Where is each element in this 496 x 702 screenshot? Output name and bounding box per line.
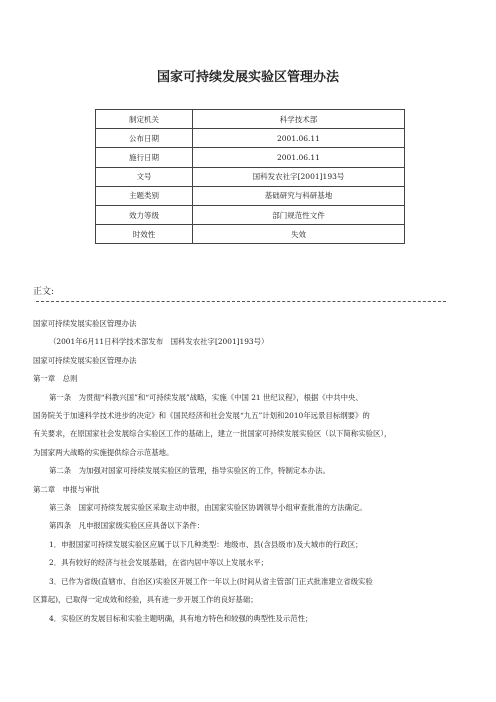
body-line: 为国家两大战略的实施提供综合示范基地。 (33, 447, 174, 457)
body-line: （2001年6月11日科学技术部发布 国科发农社字[2001]193号） (49, 337, 269, 347)
meta-value: 2001.06.11 (193, 129, 405, 148)
meta-key: 施行日期 (96, 148, 193, 167)
table-row (96, 129, 405, 148)
chapter-heading: 第一章 总则 (33, 374, 78, 384)
body-line: 区算起)，已取得一定成效和经验，具有进一步开展工作的良好基础； (33, 595, 258, 605)
body-line: 第四条 凡申报国家级实验区应具备以下条件： (49, 521, 205, 531)
body-line: 有关要求，在原国家社会发展综合实验区工作的基础上，建立一批国家可持续发展实验区（以下简称实验区）， (33, 429, 392, 439)
table-row (96, 225, 405, 244)
metadata-table (95, 109, 405, 244)
meta-value: 国科发农社字[2001]193号 (193, 167, 405, 186)
meta-value: 失效 (193, 225, 405, 244)
meta-key: 制定机关 (96, 110, 193, 129)
document-body (33, 315, 465, 628)
divider (36, 301, 446, 302)
meta-key: 主题类别 (96, 186, 193, 205)
table-row (96, 205, 405, 224)
meta-value: 2001.06.11 (193, 148, 405, 167)
document-title: 国家可持续发展实验区管理办法 (156, 70, 339, 85)
body-line: 国家可持续发展实验区管理办法 (33, 355, 137, 365)
body-line: 4．实验区的发展目标和实验主题明确，具有地方特色和较强的典型性及示范性； (49, 613, 313, 623)
meta-key: 公布日期 (96, 129, 193, 148)
body-line: 第一条 为贯彻“科教兴国”和“可持续发展”战略，实施《中国 21 世纪议程》，根据《中共中央、 (49, 392, 363, 402)
body-line: 国家可持续发展实验区管理办法 (33, 319, 137, 328)
meta-key: 时效性 (96, 225, 193, 244)
meta-key: 文号 (96, 167, 193, 186)
body-line: 2．具有较好的经济与社会发展基础，在省内居中等以上发展水平； (49, 558, 269, 568)
body-line: 第三条 国家可持续发展实验区采取主动申报，由国家实验区协调领导小组审查批准的方法确定。 (49, 503, 367, 513)
table-row (96, 167, 405, 186)
body-line: 1．申报国家可持续发展实验区应属于以下几种类型：地级市、县(含县级市)及大城市的行政区； (49, 539, 363, 549)
meta-value: 部门规范性文件 (193, 205, 405, 224)
meta-key: 效力等级 (96, 205, 193, 224)
body-line: 第二条 为加强对国家可持续发展实验区的管理，指导实验区的工作，特制定本办法。 (49, 466, 330, 476)
meta-value: 基础研究与科研基地 (193, 186, 405, 205)
table-row (96, 186, 405, 205)
meta-value: 科学技术部 (193, 110, 405, 129)
chapter-heading: 第二章 申报与审批 (33, 484, 100, 494)
body-line: 3．已作为省级(直辖市、自治区)实验区开展工作一年以上(时间从省主管部门正式批准建立省级实验 (49, 576, 373, 586)
table-row (96, 148, 405, 167)
body-line: 国务院关于加速科学技术进步的决定》和《国民经济和社会发展“九五”计划和2010年远景目标纲要》的 (33, 411, 370, 421)
table-row (96, 110, 405, 129)
body-label: 正文: (33, 287, 55, 297)
